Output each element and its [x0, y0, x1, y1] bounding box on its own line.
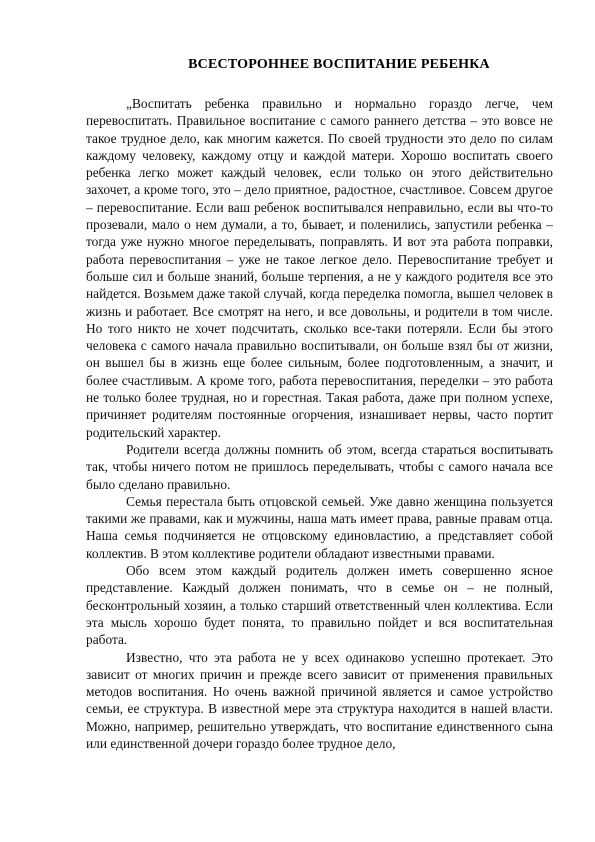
- document-body: [86, 95, 553, 752]
- paragraph-3: Семья перестала быть отцовской семьей. Уже давно женщина пользуется такими же правами, как и мужчины, наша мать имеет права, равные правам отца. Наша семья подчиняется не отцовскому единовластию, а представляет собой коллектив. В этом коллективе родители обладают известными правами.: [86, 493, 553, 561]
- paragraph-5: Известно, что эта работа не у всех одинаково успешно протекает. Это зависит от многих причин и прежде всего зависит от применения правильных методов воспитания. Но очень важной причиной является и самое устройство семьи, ее структура. В известной мере эта структура находится в нашей власти. Можно, например, решительно утверждать, что воспитание единственного сына или единственной дочери гораздо более трудное дело,: [86, 649, 553, 751]
- paragraph-4: Обо всем этом каждый родитель должен иметь совершенно ясное представление. Каждый должен понимать, что в семье он – не полный, бесконтрольный хозяин, а только старший ответственный член коллектива. Если эта мысль хорошо будет понята, то правильно пойдет и вся воспитательная работа.: [86, 563, 553, 648]
- paragraph-2: Родители всегда должны помнить об этом, всегда стараться воспитывать так, чтобы ничего потом не пришлось переделывать, чтобы с самого начала все было сделано правильно.: [86, 441, 553, 492]
- document-title: ВСЕСТОРОННЕЕ ВОСПИТАНИЕ РЕБЕНКА: [188, 57, 490, 72]
- paragraph-1: „Воспитать ребенка правильно и нормально гораздо легче, чем перевоспитать. Правильное воспитание с самого раннего детства – это вовсе не такое трудное дело, как многим кажется. По своей трудности это дело по силам каждому человеку, каждому отцу и каждой матери. Хорошо воспитать своего ребенка легко может каждый человек, если только он этого действительно захочет, а кроме того, это – дело приятное, радостное, счастливое. Совсем другое – перевоспитание. Если ваш ребенок воспитывался неправильно, если вы что-то прозевали, мало о нем думали, а то, бывает, и поленились, запустили ребенка – тогда уже нужно многое переделывать, поправлять. И вот эта работа поправки, работа перевоспитания – уже не такое легкое дело. Перевоспитание требует и больше сил и больше знаний, больше терпения, а не у каждого родителя все это найдется. Возьмем даже такой случай, когда переделка помогла, вышел человек в жизнь и работает. Все смотрят на него, и все довольны, и родители в том числе. Но того никто не хочет подсчитать, сколько все-таки потеряли. Если бы этого человека с самого начала правильно воспитывали, он больше взял бы от жизни, он вышел бы в жизнь еще более сильным, более подготовленным, а значит, и более счастливым. А кроме того, работа перевоспитания, переделки – это работа не только более трудная, но и горестная. Такая работа, даже при полном успехе, причиняет родителям постоянные огорчения, изнашивает нервы, часто портит родительский характер.: [86, 96, 553, 440]
